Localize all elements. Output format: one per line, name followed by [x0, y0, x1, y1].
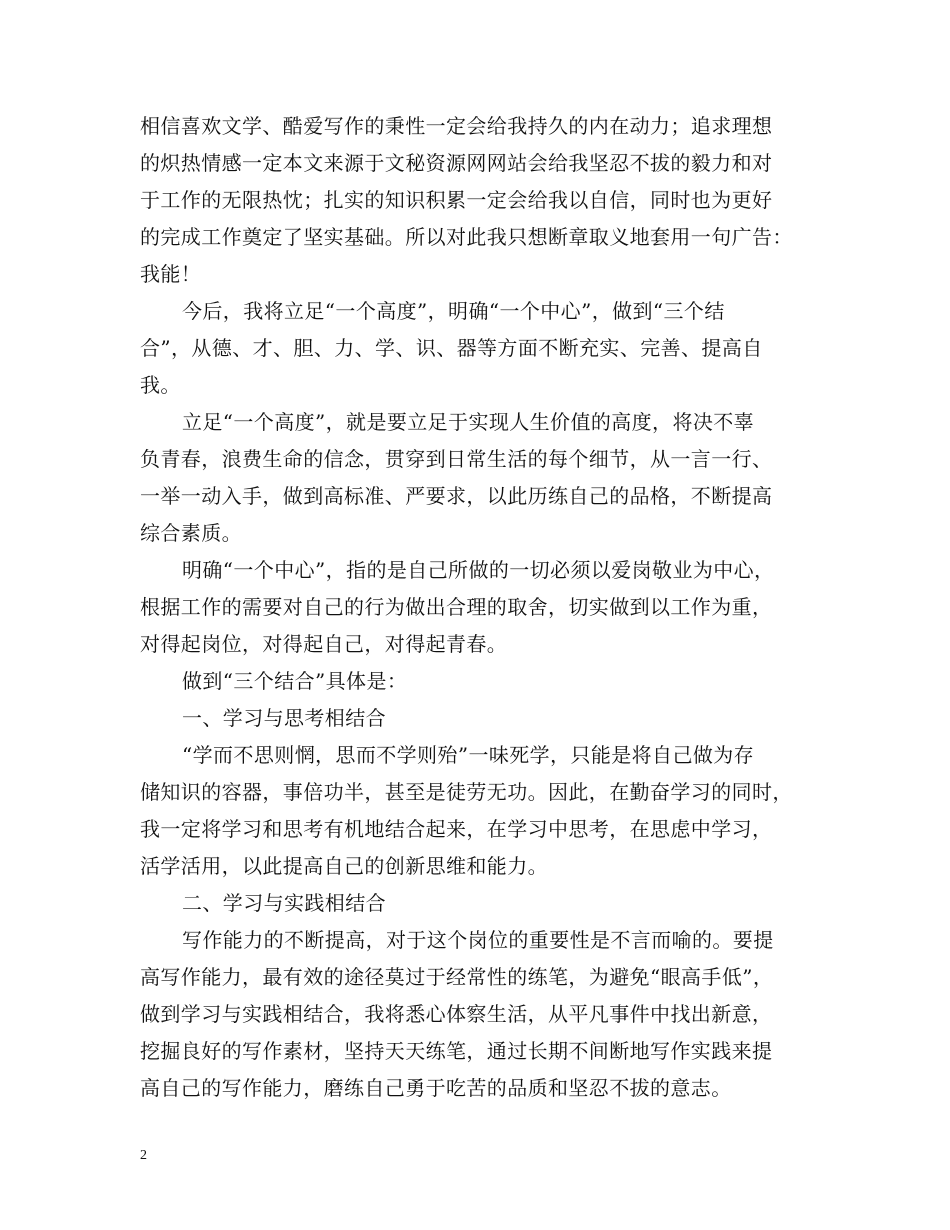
text-line: 一举一动入手，做到高标准、严要求，以此历练自己的品格，不断提高	[140, 484, 773, 508]
text-line: 我一定将学习和思考有机地结合起来，在学习中思考，在思虑中学习，	[140, 817, 773, 841]
text-line: 于工作的无限热忱；扎实的知识积累一定会给我以自信，同时也为更好	[140, 188, 773, 212]
paragraph-start-line: 做到“三个结合”具体是：	[182, 669, 408, 693]
text-line: 负青春，浪费生命的信念，贯穿到日常生活的每个细节，从一言一行、	[140, 447, 773, 471]
page-number: 2	[140, 1148, 147, 1163]
text-line: 我。	[140, 373, 181, 397]
text-line: 根据工作的需要对自己的行为做出合理的取舍，切实做到以工作为重，	[140, 595, 773, 619]
text-line: 的炽热情感一定本文来源于文秘资源网网站会给我坚忍不拔的毅力和对	[140, 151, 773, 175]
paragraph-start-line: 立足“一个高度”，就是要立足于实现人生价值的高度，将决不辜	[182, 410, 755, 434]
paragraph-start-line: “学而不思则惘，思而不学则殆”一味死学，只能是将自己做为存	[182, 743, 755, 767]
section-heading: 二、学习与实践相结合	[182, 891, 386, 915]
text-line: 活学活用，以此提高自己的创新思维和能力。	[140, 854, 548, 878]
section-heading: 一、学习与思考相结合	[182, 706, 386, 730]
paragraph-start-line: 今后，我将立足“一个高度”，明确“一个中心”，做到“三个结	[182, 299, 725, 323]
text-line: 对得起岗位，对得起自己，对得起青春。	[140, 632, 508, 656]
text-line: 相信喜欢文学、酷爱写作的秉性一定会给我持久的内在动力；追求理想	[140, 114, 773, 138]
paragraph-start-line: 写作能力的不断提高，对于这个岗位的重要性是不言而喻的。要提	[182, 928, 774, 952]
text-line: 储知识的容器，事倍功半，甚至是徒劳无功。因此，在勤奋学习的同时，	[140, 780, 793, 804]
text-line: 高写作能力，最有效的途径莫过于经常性的练笔，为避免“眼高手低”，	[140, 965, 774, 989]
text-line: 我能！	[140, 262, 202, 286]
body-text	[140, 108, 830, 1107]
text-line: 做到学习与实践相结合，我将悉心体察生活，从平凡事件中找出新意，	[140, 1002, 773, 1026]
paragraph-start-line: 明确“一个中心”，指的是自己所做的一切必须以爱岗敬业为中心，	[182, 558, 775, 582]
text-line: 挖掘良好的写作素材，坚持天天练笔，通过长期不间断地写作实践来提	[140, 1039, 773, 1063]
text-line: 合”，从德、才、胆、力、学、识、器等方面不断充实、完善、提高自	[140, 336, 763, 360]
text-line: 综合素质。	[140, 521, 242, 545]
text-line: 高自己的写作能力，磨练自己勇于吃苦的品质和坚忍不拔的意志。	[140, 1076, 732, 1100]
text-line: 的完成工作奠定了坚实基础。所以对此我只想断章取义地套用一句广告：	[140, 225, 793, 249]
